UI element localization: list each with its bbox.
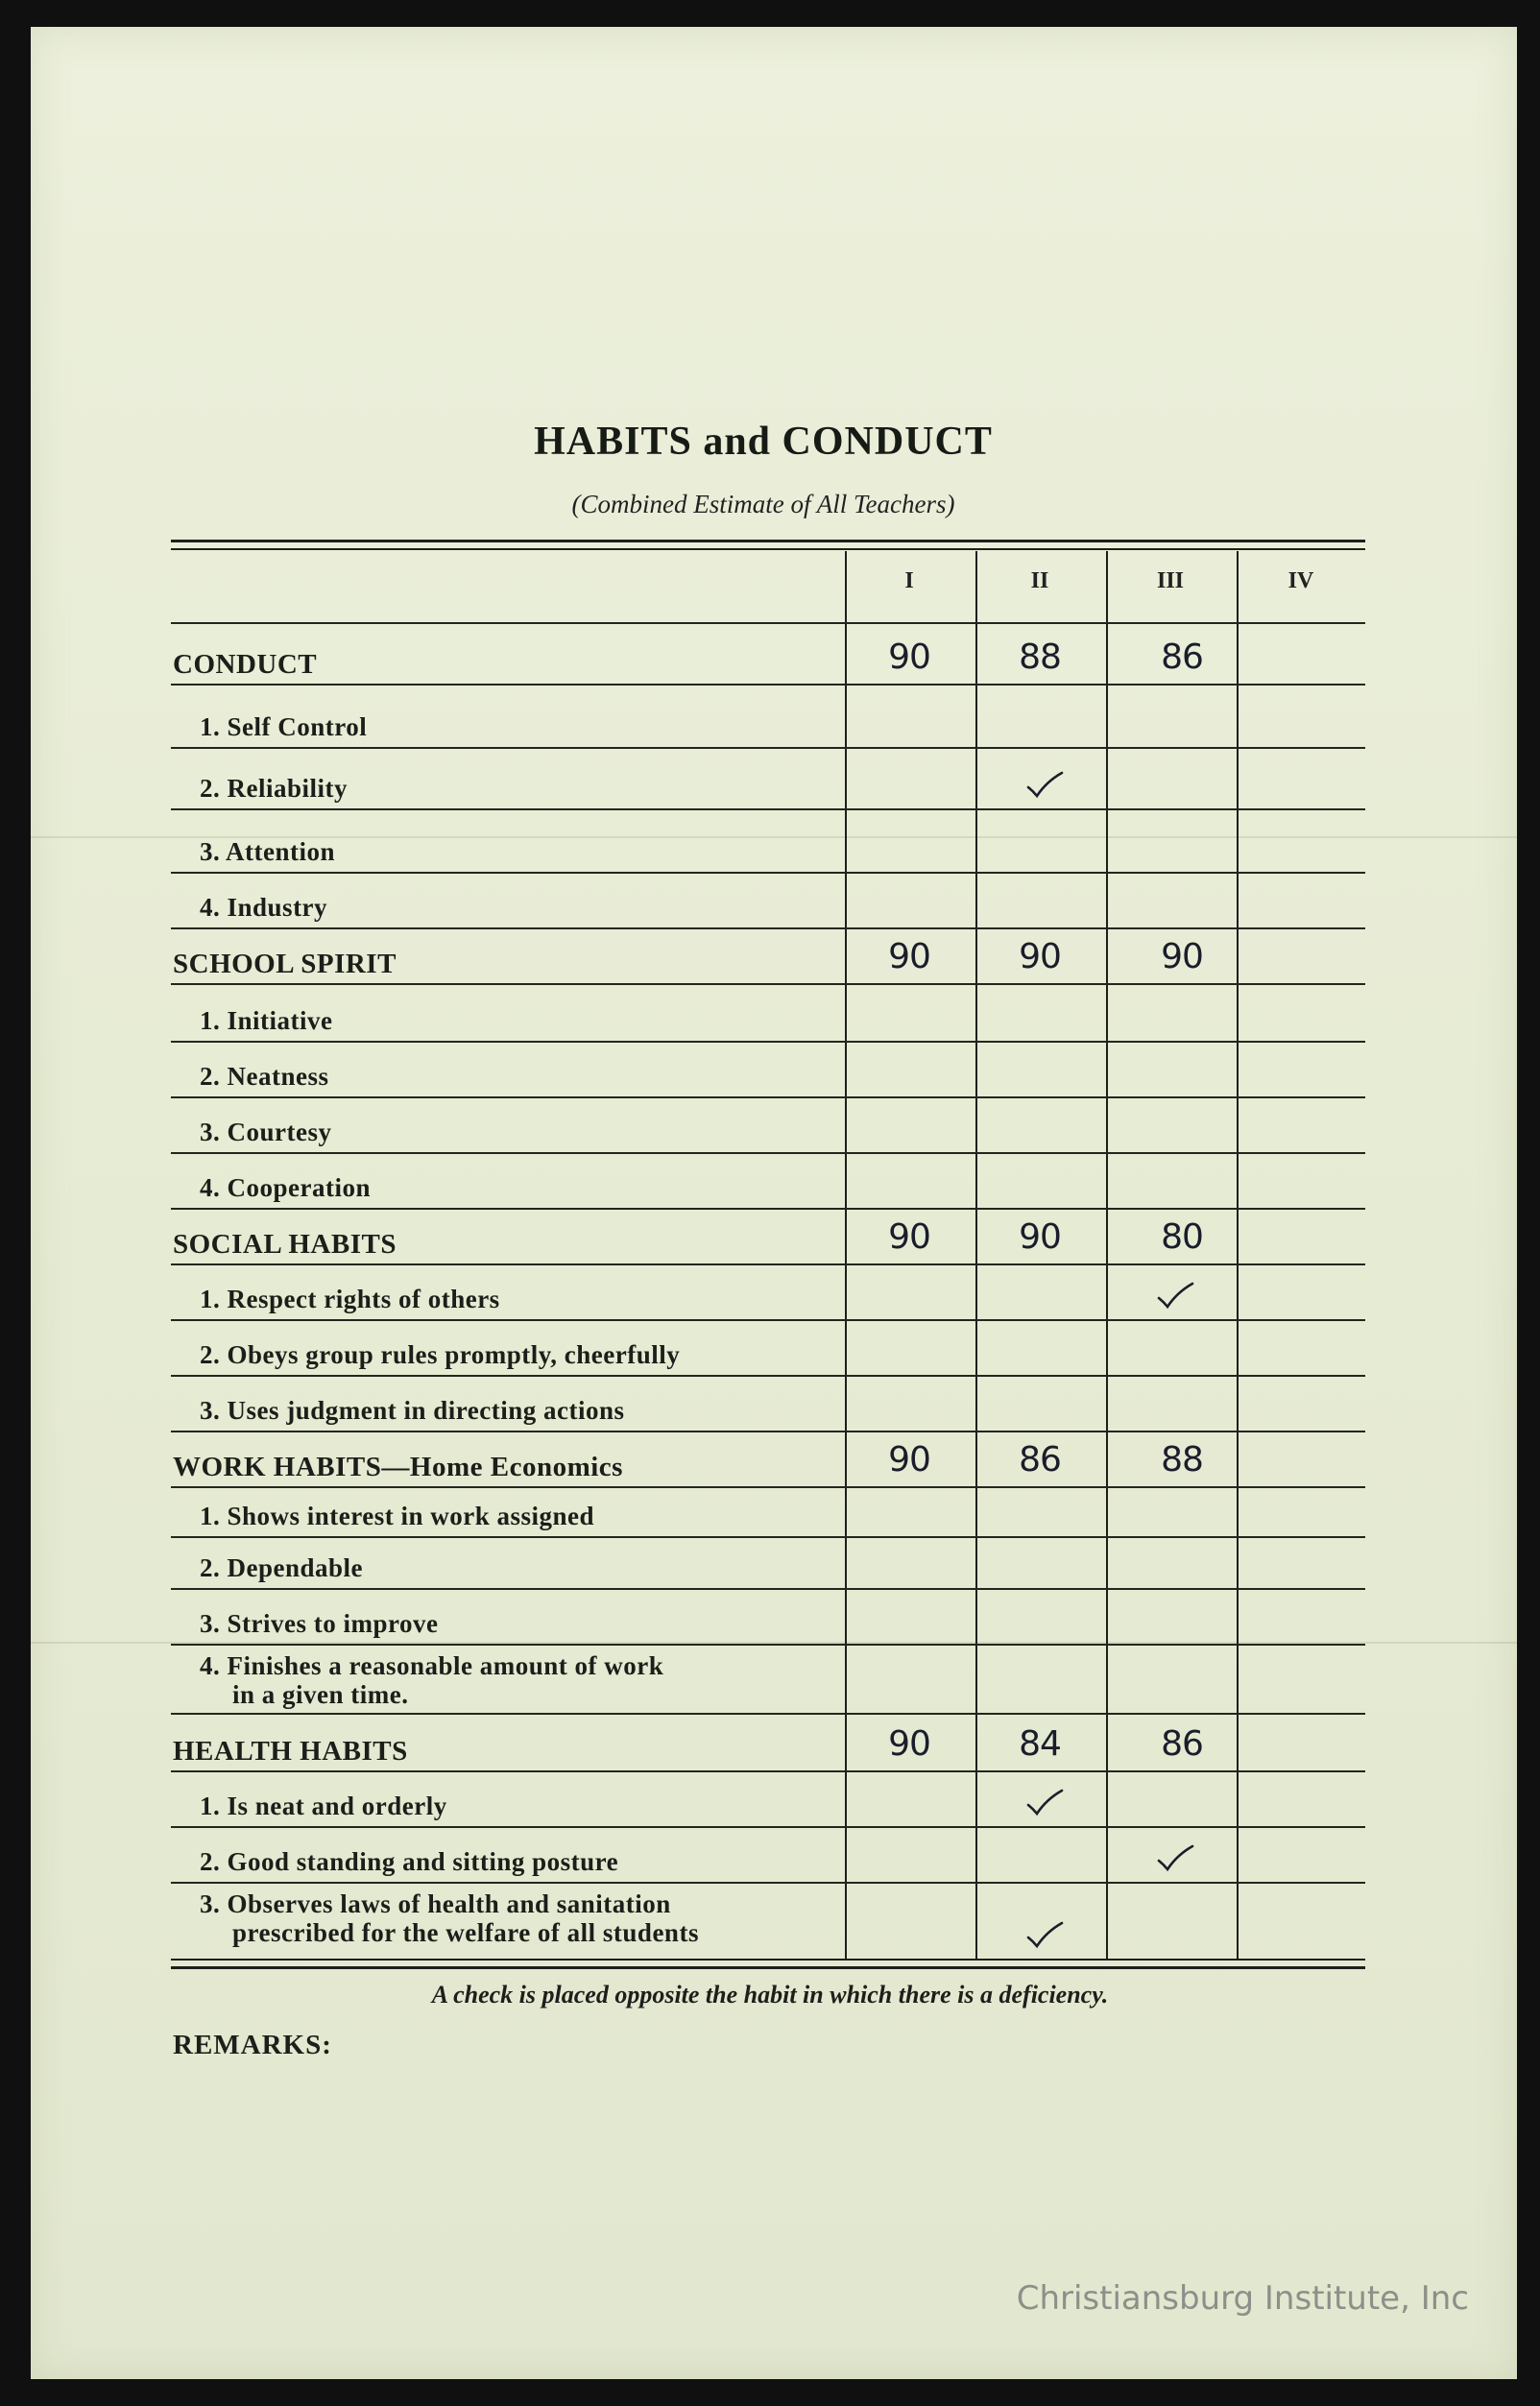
row-rule bbox=[171, 1096, 1365, 1098]
row-rule bbox=[171, 872, 1365, 874]
habit-label: 2. Neatness bbox=[200, 1062, 329, 1091]
quarter-grade-iii: 80 bbox=[1161, 1217, 1203, 1257]
quarter-grade-i: 90 bbox=[888, 1724, 930, 1764]
quarter-grade-iii: 86 bbox=[1161, 638, 1203, 677]
form-subtitle: (Combined Estimate of All Teachers) bbox=[571, 490, 955, 518]
row-rule bbox=[171, 808, 1365, 810]
row-rule bbox=[171, 927, 1365, 929]
row-rule bbox=[171, 1208, 1365, 1210]
column-header-i: I bbox=[904, 568, 914, 593]
header-rule bbox=[171, 622, 1365, 624]
habit-label: 1. Initiative bbox=[200, 1006, 333, 1035]
watermark-text: Christiansburg Institute, Inc bbox=[1016, 2279, 1469, 2318]
habit-label: 1. Shows interest in work assigned bbox=[200, 1502, 595, 1530]
table-top-rule bbox=[171, 548, 1365, 550]
habit-label-continued: in a given time. bbox=[232, 1680, 409, 1709]
quarter-grade-ii: 88 bbox=[1019, 638, 1061, 677]
deficiency-check-mark bbox=[1025, 1920, 1064, 1949]
deficiency-check-mark bbox=[1025, 770, 1064, 799]
row-rule bbox=[171, 1770, 1365, 1772]
row-rule bbox=[171, 1713, 1365, 1715]
column-header-ii: II bbox=[1030, 568, 1049, 593]
row-rule bbox=[171, 1431, 1365, 1432]
row-rule bbox=[171, 1536, 1365, 1538]
habit-label: 1. Respect rights of others bbox=[200, 1285, 500, 1313]
row-rule bbox=[171, 1644, 1365, 1646]
row-rule bbox=[171, 1826, 1365, 1828]
row-rule bbox=[171, 1375, 1365, 1377]
row-rule bbox=[171, 747, 1365, 749]
habit-label: 4. Finishes a reasonable amount of work bbox=[200, 1651, 664, 1680]
form-title: HABITS and CONDUCT bbox=[534, 420, 993, 464]
quarter-grade-i: 90 bbox=[888, 1217, 930, 1257]
report-sheet bbox=[31, 27, 1517, 2379]
habit-label: 3. Courtesy bbox=[200, 1118, 332, 1146]
remarks-label: REMARKS: bbox=[173, 2030, 332, 2060]
row-rule bbox=[171, 1319, 1365, 1321]
quarter-grade-i: 90 bbox=[888, 638, 930, 677]
deficiency-check-mark bbox=[1156, 1281, 1194, 1310]
column-divider bbox=[1106, 551, 1108, 1959]
habit-label: 4. Industry bbox=[200, 893, 328, 922]
row-rule bbox=[171, 1152, 1365, 1154]
section-heading: SCHOOL SPIRIT bbox=[173, 949, 397, 979]
quarter-grade-i: 90 bbox=[888, 937, 930, 976]
row-rule bbox=[171, 684, 1365, 686]
quarter-grade-iii: 86 bbox=[1161, 1724, 1203, 1764]
habit-label: 2. Obeys group rules promptly, cheerfully bbox=[200, 1340, 681, 1369]
column-header-iv: IV bbox=[1287, 568, 1314, 593]
habit-label: 3. Strives to improve bbox=[200, 1609, 439, 1638]
table-bottom-rule bbox=[171, 1959, 1365, 1961]
habit-label: 3. Attention bbox=[200, 837, 335, 866]
column-header-iii: III bbox=[1156, 568, 1185, 593]
quarter-grade-iii: 90 bbox=[1161, 937, 1203, 976]
row-rule bbox=[171, 1041, 1365, 1043]
habit-label: 2. Good standing and sitting posture bbox=[200, 1847, 619, 1876]
quarter-grade-iii: 88 bbox=[1161, 1440, 1203, 1480]
section-heading: HEALTH HABITS bbox=[173, 1736, 408, 1767]
table-bottom-rule bbox=[171, 1966, 1365, 1969]
quarter-grade-ii: 86 bbox=[1019, 1440, 1061, 1480]
quarter-grade-ii: 90 bbox=[1019, 937, 1061, 976]
habit-label: 1. Is neat and orderly bbox=[200, 1792, 447, 1820]
row-rule bbox=[171, 1263, 1365, 1265]
row-rule bbox=[171, 1588, 1365, 1590]
quarter-grade-ii: 90 bbox=[1019, 1217, 1061, 1257]
row-rule bbox=[171, 1882, 1365, 1884]
row-rule bbox=[171, 983, 1365, 985]
deficiency-check-mark bbox=[1025, 1788, 1064, 1817]
row-rule bbox=[171, 1486, 1365, 1488]
quarter-grade-ii: 84 bbox=[1019, 1724, 1061, 1764]
deficiency-check-mark bbox=[1156, 1843, 1194, 1872]
section-heading: SOCIAL HABITS bbox=[173, 1229, 397, 1260]
deficiency-footnote: A check is placed opposite the habit in which there is a deficiency. bbox=[431, 1981, 1109, 2009]
habit-label: 3. Uses judgment in directing actions bbox=[200, 1396, 625, 1425]
habit-label: 2. Reliability bbox=[200, 774, 348, 803]
habit-label-continued: prescribed for the welfare of all students bbox=[232, 1918, 699, 1947]
section-heading: CONDUCT bbox=[173, 649, 318, 680]
habit-label: 3. Observes laws of health and sanitation bbox=[200, 1889, 671, 1918]
habit-label: 2. Dependable bbox=[200, 1553, 364, 1582]
section-heading: WORK HABITS—Home Economics bbox=[173, 1452, 623, 1482]
table-top-rule bbox=[171, 540, 1365, 542]
quarter-grade-i: 90 bbox=[888, 1440, 930, 1480]
habit-label: 4. Cooperation bbox=[200, 1173, 371, 1202]
habit-label: 1. Self Control bbox=[200, 712, 368, 741]
